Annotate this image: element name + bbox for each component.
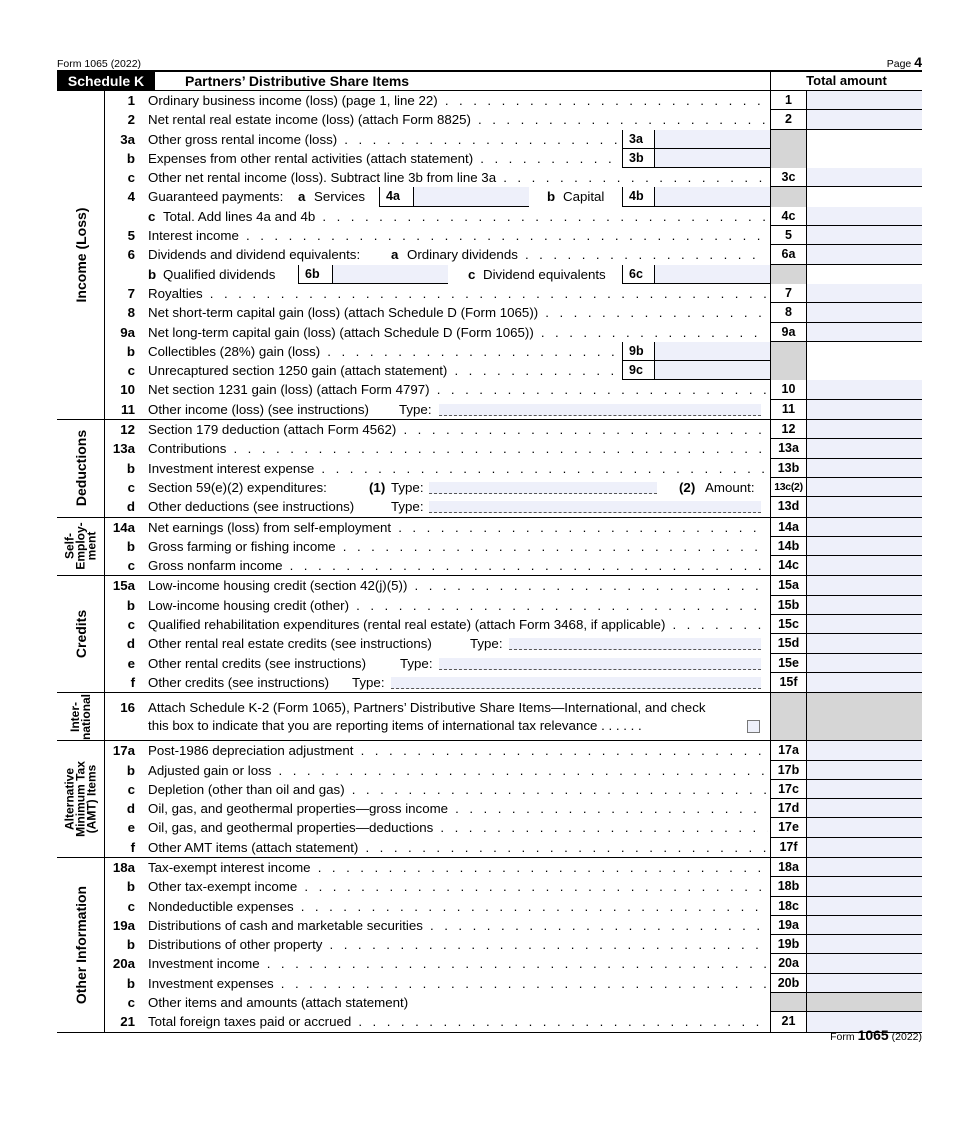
line-6b-amount-input[interactable] <box>332 265 448 284</box>
schedule-title: Partners’ Distributive Share Items <box>185 73 410 89</box>
form-page <box>57 52 922 1033</box>
row-20b: b Investment expenses . . . 20b <box>57 974 922 993</box>
row-6b: b Qualified dividends 6b c Dividend equivalents 6c <box>57 265 922 284</box>
row-2: 2 Net rental real estate income (loss) (attach Form 8825) . . . 2 <box>57 110 922 129</box>
row-21: 21 Total foreign taxes paid or accrued . . . 21 <box>57 1012 922 1031</box>
row-14a: 14a Net earnings (loss) from self-employment . . . 14a <box>57 518 922 537</box>
section-label-credits: Credits <box>57 576 105 692</box>
row-13c: c Section 59(e)(2) expenditures: (1) Type: (2) Amount: 13c(2) <box>57 478 922 497</box>
line-4a-amount-input[interactable] <box>413 187 529 206</box>
line-4c-amount-input[interactable] <box>806 207 922 226</box>
row-9b: b Collectibles (28%) gain (loss) . . . 9b <box>57 342 922 361</box>
row-14b: b Gross farming or fishing income . . . 14b <box>57 537 922 556</box>
section-self-employment <box>57 518 922 577</box>
row-15a: 15a Low-income housing credit (section 42(j)(5)) . . . 15a <box>57 576 922 595</box>
row-9c: c Unrecaptured section 1250 gain (attach statement) . . . 9c <box>57 361 922 380</box>
row-15c: c Qualified rehabilitation expenditures (rental real estate) (attach Form 3468, if applicable) . . . 15c <box>57 615 922 634</box>
line-6c-amount-input[interactable] <box>654 265 770 284</box>
row-4: 4 Guaranteed payments: a Services 4a b Capital 4b <box>57 187 922 206</box>
line-19a-amount-input[interactable] <box>806 916 922 935</box>
line-15d-amount-input[interactable] <box>806 634 922 653</box>
line-4b-amount-input[interactable] <box>654 187 770 206</box>
row-4c: c Total. Add lines 4a and 4b . . . 4c <box>57 207 922 226</box>
row-18a: 18a Tax-exempt interest income . . . 18a <box>57 858 922 877</box>
section-other <box>57 858 922 1033</box>
row-15f: f Other credits (see instructions) Type: 15f <box>57 673 922 692</box>
line-15f-amount-input[interactable] <box>806 673 922 692</box>
section-label-international: Inter- national <box>57 693 105 740</box>
section-label-self-employment: Self- Employ- ment <box>57 518 105 576</box>
row-19a: 19a Distributions of cash and marketable securities . . . 19a <box>57 916 922 935</box>
line-9b-amount-input[interactable] <box>654 342 770 361</box>
line-15d-type-input[interactable] <box>509 638 761 650</box>
line-15f-type-input[interactable] <box>391 677 761 689</box>
schedule-label: Schedule K <box>57 72 155 90</box>
line-9c-amount-input[interactable] <box>654 361 770 380</box>
line-12-amount-input[interactable] <box>806 420 922 439</box>
line-3b-amount-input[interactable] <box>654 149 770 168</box>
line-20b-amount-input[interactable] <box>806 974 922 993</box>
section-label-income: Income (Loss) <box>57 91 105 419</box>
line-3a-amount-input[interactable] <box>654 130 770 149</box>
section-deductions <box>57 420 922 517</box>
row-15b: b Low-income housing credit (other) . . . 15b <box>57 596 922 615</box>
line-3c-amount-input[interactable] <box>806 168 922 187</box>
row-20a: 20a Investment income . . . 20a <box>57 954 922 973</box>
line-6a-amount-input[interactable] <box>806 245 922 264</box>
row-12: 12 Section 179 deduction (attach Form 4562) . . . 12 <box>57 420 922 439</box>
line-15e-amount-input[interactable] <box>806 654 922 673</box>
row-14c: c Gross nonfarm income . . . 14c <box>57 556 922 575</box>
row-17a: 17a Post-1986 depreciation adjustment . . . 17a <box>57 741 922 760</box>
line-17e-amount-input[interactable] <box>806 818 922 837</box>
line-18b-amount-input[interactable] <box>806 877 922 896</box>
line-14c-amount-input[interactable] <box>806 556 922 575</box>
section-label-other: Other Information <box>57 858 105 1032</box>
row-13a: 13a Contributions . . . 13a <box>57 439 922 458</box>
section-international <box>57 693 922 741</box>
page-header <box>57 52 922 70</box>
row-13b: b Investment interest expense . . . 13b <box>57 459 922 478</box>
total-amount-header: Total amount <box>770 72 922 90</box>
row-3a: 3a Other gross rental income (loss) . . . 3a <box>57 130 922 149</box>
row-3b: b Expenses from other rental activities (attach statement) . . . 3b <box>57 149 922 168</box>
section-label-deductions: Deductions <box>57 420 105 516</box>
row-1: 1 Ordinary business income (loss) (page 1, line 22) . . . 1 <box>57 91 922 110</box>
row-9a: 9a Net long-term capital gain (loss) (attach Schedule D (Form 1065)) . . . 9a <box>57 323 922 342</box>
line-13b-amount-input[interactable] <box>806 459 922 478</box>
row-15d: d Other rental real estate credits (see instructions) Type: 15d <box>57 634 922 653</box>
row-17b: b Adjusted gain or loss . . . 17b <box>57 761 922 780</box>
row-13d: d Other deductions (see instructions) Type: 13d <box>57 497 922 516</box>
line-17b-amount-input[interactable] <box>806 761 922 780</box>
row-8: 8 Net short-term capital gain (loss) (attach Schedule D (Form 1065)) . . . 8 <box>57 303 922 322</box>
line-13a-amount-input[interactable] <box>806 439 922 458</box>
row-17e: e Oil, gas, and geothermal properties—deductions . . . 17e <box>57 818 922 837</box>
international-checkbox[interactable] <box>747 720 760 733</box>
section-label-amt: Alternative Minimum Tax (AMT) Items <box>57 741 105 857</box>
row-17c: c Depletion (other than oil and gas) . . . 17c <box>57 780 922 799</box>
row-17d: d Oil, gas, and geothermal properties—gross income . . . 17d <box>57 799 922 818</box>
row-20c: c Other items and amounts (attach statement) <box>57 993 922 1012</box>
line-17d-amount-input[interactable] <box>806 799 922 818</box>
line-7-amount-input[interactable] <box>806 284 922 303</box>
line-10-amount-input[interactable] <box>806 380 922 399</box>
line-15c-amount-input[interactable] <box>806 615 922 634</box>
row-6: 6 Dividends and dividend equivalents: a Ordinary dividends . . . 6a <box>57 245 922 264</box>
line-11-amount-input[interactable] <box>806 400 922 419</box>
section-credits <box>57 576 922 693</box>
line-15b-amount-input[interactable] <box>806 596 922 615</box>
row-7: 7 Royalties . . . 7 <box>57 284 922 303</box>
line-17a-amount-input[interactable] <box>806 741 922 760</box>
line-8-amount-input[interactable] <box>806 303 922 322</box>
line-13d-type-input[interactable] <box>429 501 761 513</box>
line-5-amount-input[interactable] <box>806 226 922 245</box>
section-income <box>57 91 922 420</box>
line-14a-amount-input[interactable] <box>806 518 922 537</box>
page-footer: Form 1065 (2022) <box>830 1027 922 1043</box>
row-17f: f Other AMT items (attach statement) . . . 17f <box>57 838 922 857</box>
row-15e: e Other rental credits (see instructions) Type: 15e <box>57 654 922 673</box>
section-amt <box>57 741 922 858</box>
line-13c-type-input[interactable] <box>429 482 657 494</box>
line-2-amount-input[interactable] <box>806 110 922 129</box>
row-11: 11 Other income (loss) (see instructions) Type: 11 <box>57 400 922 419</box>
line-19b-amount-input[interactable] <box>806 935 922 954</box>
line-1-amount-input[interactable] <box>806 91 922 110</box>
line-13c2-amount-input[interactable] <box>806 478 922 497</box>
line-20a-amount-input[interactable] <box>806 954 922 973</box>
row-10: 10 Net section 1231 gain (loss) (attach Form 4797) . . . 10 <box>57 380 922 399</box>
row-3c: c Other net rental income (loss). Subtract line 3b from line 3a . . . 3c <box>57 168 922 187</box>
row-18c: c Nondeductible expenses . . . 18c <box>57 897 922 916</box>
line-9a-amount-input[interactable] <box>806 323 922 342</box>
row-16: 16 Attach Schedule K-2 (Form 1065), Partners’ Distributive Share Items—International, and check this box to indicate that you are reporting items of international tax relevance . . . . . . <box>57 693 922 740</box>
line-15e-type-input[interactable] <box>439 658 761 670</box>
row-18b: b Other tax-exempt income . . . 18b <box>57 877 922 896</box>
row-5: 5 Interest income . . . 5 <box>57 226 922 245</box>
line-14b-amount-input[interactable] <box>806 537 922 556</box>
schedule-title-bar <box>57 72 922 91</box>
line-17f-amount-input[interactable] <box>806 838 922 857</box>
line-18a-amount-input[interactable] <box>806 858 922 877</box>
page-number: Page 4 <box>886 54 922 70</box>
schedule-k-grid <box>57 70 922 1033</box>
row-19b: b Distributions of other property . . . 19b <box>57 935 922 954</box>
line-13d-amount-input[interactable] <box>806 497 922 516</box>
line-15a-amount-input[interactable] <box>806 576 922 595</box>
line-17c-amount-input[interactable] <box>806 780 922 799</box>
line-18c-amount-input[interactable] <box>806 897 922 916</box>
line-11-type-input[interactable] <box>439 404 761 416</box>
form-label: Form 1065 (2022) <box>57 58 142 70</box>
